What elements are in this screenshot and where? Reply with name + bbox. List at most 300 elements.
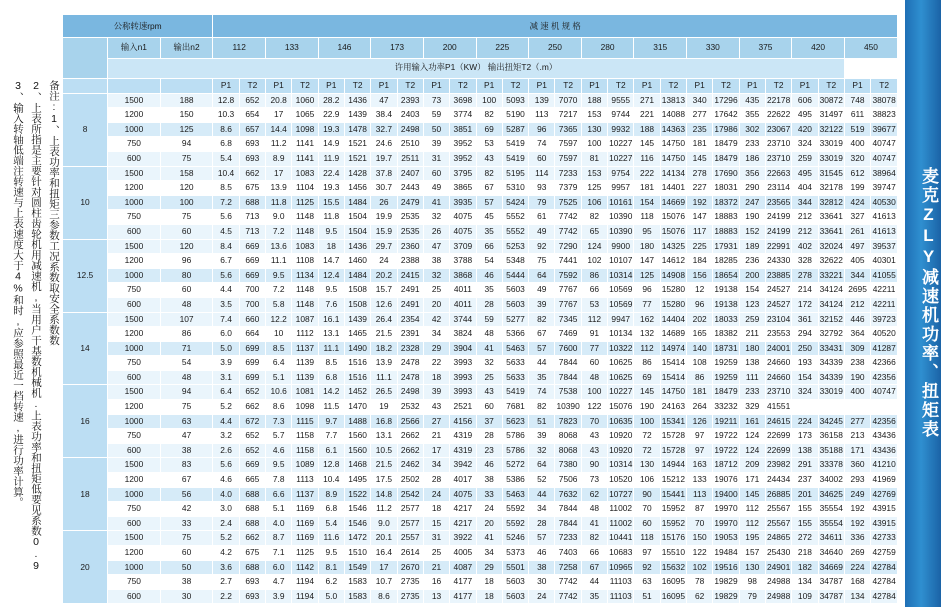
value-cell: 227: [687, 181, 713, 196]
value-cell: 1158: [292, 429, 318, 444]
value-cell: 39537: [871, 239, 898, 254]
value-cell: 45: [476, 210, 502, 225]
value-cell: 82: [529, 312, 555, 327]
header-row-pt-title: [63, 58, 898, 79]
value-cell: 70: [634, 502, 660, 517]
value-cell: 329: [739, 400, 765, 415]
value-cell: 1087: [292, 312, 318, 327]
value-cell: 1439: [344, 312, 370, 327]
value-cell: 7844: [555, 502, 581, 517]
output-speed-cell: 42: [160, 502, 213, 517]
value-cell: 14325: [660, 239, 686, 254]
value-cell: 9957: [608, 181, 634, 196]
value-cell: 5093: [502, 93, 528, 108]
value-cell: 22178: [765, 93, 791, 108]
pt-header-200-P1: P1: [423, 79, 449, 94]
output-speed-cell: 158: [160, 166, 213, 181]
value-cell: 13.1: [318, 327, 344, 342]
value-cell: 23553: [765, 327, 791, 342]
value-cell: 190: [739, 210, 765, 225]
value-cell: 96: [687, 297, 713, 312]
value-cell: 33221: [818, 268, 844, 283]
value-cell: 186: [739, 151, 765, 166]
value-cell: 40520: [871, 327, 898, 342]
size-header-225: 225: [476, 38, 529, 59]
value-cell: 688: [239, 516, 265, 531]
value-cell: 82: [581, 210, 607, 225]
output-speed-cell: 60: [160, 283, 213, 298]
value-cell: 26885: [765, 487, 791, 502]
value-cell: 145: [687, 151, 713, 166]
value-cell: 699: [239, 341, 265, 356]
value-cell: 8.9: [318, 487, 344, 502]
table-row: [63, 137, 898, 152]
value-cell: 1134: [292, 268, 318, 283]
value-cell: 14.4: [266, 122, 292, 137]
value-cell: 79: [739, 589, 765, 604]
value-cell: 63: [634, 575, 660, 590]
output-speed-cell: 120: [160, 181, 213, 196]
output-speed-cell: 71: [160, 341, 213, 356]
value-cell: 78: [687, 575, 713, 590]
value-cell: 225: [687, 239, 713, 254]
value-cell: 10635: [608, 414, 634, 429]
value-cell: 5552: [502, 224, 528, 239]
value-cell: 21: [423, 429, 449, 444]
value-cell: 33232: [713, 400, 739, 415]
value-cell: 25: [423, 283, 449, 298]
output-speed-cell: 80: [160, 268, 213, 283]
value-cell: 171: [844, 443, 870, 458]
value-cell: 180: [739, 341, 765, 356]
value-cell: 1488: [344, 414, 370, 429]
value-cell: 24660: [765, 356, 791, 371]
value-cell: 150: [687, 531, 713, 546]
value-cell: 82: [476, 166, 502, 181]
value-cell: 39723: [871, 312, 898, 327]
value-cell: 25567: [765, 502, 791, 517]
pt-header-200-T2: T2: [450, 79, 476, 94]
value-cell: 15076: [660, 210, 686, 225]
value-cell: 43: [423, 400, 449, 415]
value-cell: 10.4: [213, 166, 239, 181]
value-cell: 1546: [344, 502, 370, 517]
value-cell: 7345: [555, 312, 581, 327]
value-cell: 181: [687, 137, 713, 152]
value-cell: 21: [423, 560, 449, 575]
value-cell: 7.3: [266, 414, 292, 429]
value-cell: 212: [792, 224, 818, 239]
value-cell: 42356: [871, 370, 898, 385]
value-cell: 675: [239, 546, 265, 561]
value-cell: 11.2: [266, 137, 292, 152]
value-cell: 77: [581, 341, 607, 356]
value-cell: 155: [792, 502, 818, 517]
value-cell: 10441: [608, 531, 634, 546]
table-row: [63, 195, 898, 210]
value-cell: 4217: [450, 516, 476, 531]
pt-header-112-P1: P1: [213, 79, 239, 94]
value-cell: 4.4: [213, 283, 239, 298]
value-cell: 60: [581, 356, 607, 371]
value-cell: 22.4: [318, 166, 344, 181]
value-cell: 122: [687, 546, 713, 561]
value-cell: 86: [687, 370, 713, 385]
value-cell: 43436: [871, 443, 898, 458]
value-cell: 163: [687, 458, 713, 473]
value-cell: 612: [844, 166, 870, 181]
value-cell: 16.4: [371, 546, 397, 561]
value-cell: 324: [792, 385, 818, 400]
banner-title: 麦克ZLY减速机功率、扭矩表: [919, 167, 938, 439]
value-cell: 2403: [397, 108, 423, 123]
table-row: [63, 385, 898, 400]
value-cell: 24: [371, 254, 397, 269]
value-cell: 3.9: [213, 356, 239, 371]
value-cell: 9.0: [266, 210, 292, 225]
value-cell: 124: [739, 429, 765, 444]
value-cell: 5366: [502, 327, 528, 342]
value-cell: 112: [739, 502, 765, 517]
value-cell: 10625: [608, 356, 634, 371]
value-cell: 1139: [292, 370, 318, 385]
value-cell: 5.1: [266, 502, 292, 517]
table-row: [63, 108, 898, 123]
output-speed-cell: 75: [160, 531, 213, 546]
value-cell: 713: [239, 210, 265, 225]
value-cell: 34339: [818, 356, 844, 371]
value-cell: 42733: [871, 531, 898, 546]
value-cell: 18: [476, 589, 502, 604]
value-cell: 18: [423, 370, 449, 385]
value-cell: 139: [529, 93, 555, 108]
value-cell: 1490: [344, 341, 370, 356]
value-cell: 154: [739, 283, 765, 298]
value-cell: 12.2: [266, 312, 292, 327]
value-cell: 3.0: [213, 502, 239, 517]
value-cell: 2407: [397, 166, 423, 181]
value-cell: 134: [844, 589, 870, 604]
value-cell: 21.5: [371, 458, 397, 473]
value-cell: 2511: [397, 151, 423, 166]
input-speed-cell: 750: [108, 429, 161, 444]
size-header-200: 200: [423, 38, 476, 59]
value-cell: 15076: [660, 224, 686, 239]
value-cell: 1089: [292, 458, 318, 473]
value-cell: 10.3: [213, 108, 239, 123]
value-cell: 2415: [397, 268, 423, 283]
value-cell: [844, 400, 870, 415]
value-cell: 130: [634, 458, 660, 473]
value-cell: 192: [687, 195, 713, 210]
table-row: [63, 400, 898, 415]
value-cell: 1504: [344, 210, 370, 225]
value-cell: 14612: [660, 254, 686, 269]
value-cell: 25567: [765, 516, 791, 531]
value-cell: 364: [844, 327, 870, 342]
value-cell: 39677: [871, 122, 898, 137]
value-cell: 669: [239, 458, 265, 473]
value-cell: 400: [844, 137, 870, 152]
value-cell: 19259: [713, 370, 739, 385]
value-cell: 92: [529, 239, 555, 254]
output-speed-cell: 120: [160, 239, 213, 254]
value-cell: 14750: [660, 385, 686, 400]
value-cell: 34002: [818, 473, 844, 488]
value-cell: 40747: [871, 137, 898, 152]
value-cell: 4.6: [213, 473, 239, 488]
value-cell: 277: [687, 108, 713, 123]
output-speed-cell: 30: [160, 589, 213, 604]
value-cell: 3993: [450, 370, 476, 385]
value-cell: 20.2: [371, 268, 397, 283]
value-cell: 34339: [818, 370, 844, 385]
value-cell: 72: [634, 443, 660, 458]
table-row: [63, 166, 898, 181]
value-cell: 38: [529, 560, 555, 575]
note-line-3: 3、输入转轴低端注转速与上表速度大于4%和时,应参照最近一档转速,进行功率计算。: [12, 80, 24, 508]
value-cell: 8.6: [213, 122, 239, 137]
output-speed-cell: 67: [160, 473, 213, 488]
value-cell: 19211: [713, 414, 739, 429]
value-cell: 157: [739, 546, 765, 561]
value-cell: 23710: [765, 151, 791, 166]
value-cell: 96: [529, 122, 555, 137]
value-cell: 43436: [871, 429, 898, 444]
value-cell: 35: [476, 283, 502, 298]
value-cell: 24001: [765, 341, 791, 356]
value-cell: 19138: [713, 283, 739, 298]
value-cell: 30872: [818, 93, 844, 108]
ratio-cell: 12.5: [63, 239, 108, 312]
value-cell: 652: [239, 443, 265, 458]
value-cell: 4.0: [213, 487, 239, 502]
input-speed-cell: 1200: [108, 400, 161, 415]
value-cell: 713: [239, 224, 265, 239]
value-cell: 2498: [397, 122, 423, 137]
value-cell: 405: [844, 254, 870, 269]
value-cell: 26.4: [371, 312, 397, 327]
value-cell: 5.2: [213, 531, 239, 546]
value-cell: 1137: [292, 341, 318, 356]
ratio-header: [63, 38, 108, 79]
value-cell: 33: [476, 487, 502, 502]
value-cell: 17.5: [371, 473, 397, 488]
value-cell: 17986: [713, 122, 739, 137]
value-cell: 138: [792, 443, 818, 458]
size-header-250: 250: [529, 38, 582, 59]
value-cell: 87: [687, 502, 713, 517]
value-cell: 168: [844, 575, 870, 590]
input-speed-cell: 600: [108, 443, 161, 458]
value-cell: 138: [739, 356, 765, 371]
value-cell: 17690: [713, 166, 739, 181]
value-cell: 3788: [450, 254, 476, 269]
value-cell: 420: [792, 122, 818, 137]
value-cell: 7742: [555, 210, 581, 225]
value-cell: 32: [476, 356, 502, 371]
value-cell: 10520: [608, 473, 634, 488]
value-cell: 8.6: [371, 589, 397, 604]
value-cell: 32: [423, 210, 449, 225]
value-cell: 19076: [713, 473, 739, 488]
value-cell: 7380: [555, 458, 581, 473]
value-cell: 91: [581, 327, 607, 342]
value-cell: 675: [239, 181, 265, 196]
value-cell: 26.5: [371, 385, 397, 400]
power-torque-table-wrap: [62, 14, 898, 604]
value-cell: 4156: [450, 414, 476, 429]
input-speed-cell: 750: [108, 210, 161, 225]
value-cell: 2735: [397, 575, 423, 590]
value-cell: 29.7: [371, 239, 397, 254]
value-cell: 123: [739, 297, 765, 312]
value-cell: 33431: [818, 341, 844, 356]
pt-header-450-T2: T2: [871, 79, 898, 94]
value-cell: 688: [239, 487, 265, 502]
value-cell: 7.1: [266, 546, 292, 561]
value-cell: 688: [239, 195, 265, 210]
value-cell: 8.6: [266, 400, 292, 415]
input-speed-cell: 1200: [108, 327, 161, 342]
value-cell: 2735: [397, 589, 423, 604]
value-cell: 41287: [871, 341, 898, 356]
value-cell: 34: [476, 546, 502, 561]
pt-header-375-T2: T2: [765, 79, 791, 94]
value-cell: 31545: [818, 166, 844, 181]
value-cell: 28: [529, 516, 555, 531]
value-cell: 259: [792, 151, 818, 166]
value-cell: 2.6: [213, 443, 239, 458]
value-cell: 272: [792, 531, 818, 546]
value-cell: 688: [239, 502, 265, 517]
output-speed-cell: 86: [160, 327, 213, 342]
value-cell: 4075: [450, 210, 476, 225]
value-cell: 2360: [397, 239, 423, 254]
value-cell: 74: [529, 385, 555, 400]
value-cell: 42784: [871, 560, 898, 575]
value-cell: 18372: [713, 195, 739, 210]
value-cell: 7.2: [213, 195, 239, 210]
value-cell: 44: [581, 575, 607, 590]
output-speed-cell: 107: [160, 312, 213, 327]
value-cell: 7070: [555, 93, 581, 108]
value-cell: 125: [634, 268, 660, 283]
value-cell: 32122: [818, 122, 844, 137]
value-cell: 39747: [871, 181, 898, 196]
value-cell: 4.0: [266, 516, 292, 531]
value-cell: 79: [529, 195, 555, 210]
value-cell: 7.7: [318, 429, 344, 444]
value-cell: 1560: [344, 429, 370, 444]
value-cell: 118: [634, 210, 660, 225]
value-cell: 1484: [344, 268, 370, 283]
value-cell: 35: [581, 589, 607, 604]
value-cell: 14363: [660, 122, 686, 137]
pt-header-315-T2: T2: [660, 79, 686, 94]
value-cell: 40301: [871, 254, 898, 269]
input-speed-cell: 1200: [108, 181, 161, 196]
value-cell: 235: [687, 122, 713, 137]
value-cell: 1516: [344, 370, 370, 385]
value-cell: 33641: [818, 224, 844, 239]
value-cell: 8.1: [318, 560, 344, 575]
value-cell: 13.1: [371, 429, 397, 444]
value-cell: 9.5: [318, 224, 344, 239]
value-cell: 693: [239, 575, 265, 590]
value-cell: 7742: [555, 589, 581, 604]
value-cell: 34: [423, 327, 449, 342]
value-cell: 24: [529, 589, 555, 604]
value-cell: 54: [476, 254, 502, 269]
value-cell: 100: [634, 414, 660, 429]
output-speed-cell: 56: [160, 487, 213, 502]
table-row: [63, 487, 898, 502]
header-row-sizes: [63, 38, 898, 59]
value-cell: 82: [476, 108, 502, 123]
value-cell: 15414: [660, 356, 686, 371]
value-cell: 24988: [765, 589, 791, 604]
value-cell: 102: [687, 560, 713, 575]
value-cell: 2443: [397, 181, 423, 196]
value-cell: 2614: [397, 546, 423, 561]
table-row: [63, 239, 898, 254]
value-cell: 10314: [608, 268, 634, 283]
value-cell: 23710: [765, 137, 791, 152]
size-header-133: 133: [266, 38, 319, 59]
value-cell: 24865: [765, 531, 791, 546]
value-cell: 42: [423, 312, 449, 327]
value-cell: 41: [581, 516, 607, 531]
value-cell: 360: [844, 458, 870, 473]
value-cell: 662: [239, 166, 265, 181]
value-cell: 22: [423, 356, 449, 371]
value-cell: 259: [739, 312, 765, 327]
value-cell: 355: [739, 108, 765, 123]
value-cell: 24.6: [371, 137, 397, 152]
output-speed-cell: 33: [160, 516, 213, 531]
value-cell: 1484: [344, 195, 370, 210]
value-cell: 10: [266, 327, 292, 342]
value-cell: 10.7: [371, 575, 397, 590]
value-cell: 495: [792, 166, 818, 181]
input-speed-cell: 600: [108, 224, 161, 239]
value-cell: 62: [687, 589, 713, 604]
value-cell: 3.5: [213, 297, 239, 312]
value-cell: 106: [634, 473, 660, 488]
value-cell: 13.9: [371, 356, 397, 371]
value-cell: 40530: [871, 195, 898, 210]
value-cell: 24434: [765, 473, 791, 488]
table-row: [63, 443, 898, 458]
table-row: [63, 224, 898, 239]
value-cell: 15212: [660, 473, 686, 488]
value-cell: 15728: [660, 443, 686, 458]
value-cell: 4075: [450, 487, 476, 502]
value-cell: 82: [581, 531, 607, 546]
table-row: [63, 516, 898, 531]
output-speed-cell: 60: [160, 546, 213, 561]
value-cell: 122: [581, 400, 607, 415]
value-cell: 44: [529, 356, 555, 371]
value-cell: 7525: [555, 195, 581, 210]
value-cell: 5786: [502, 429, 528, 444]
value-cell: 8.9: [266, 151, 292, 166]
value-cell: 25: [423, 546, 449, 561]
pt-header-173-T2: T2: [397, 79, 423, 94]
value-cell: 72: [634, 429, 660, 444]
value-cell: 41551: [765, 400, 791, 415]
